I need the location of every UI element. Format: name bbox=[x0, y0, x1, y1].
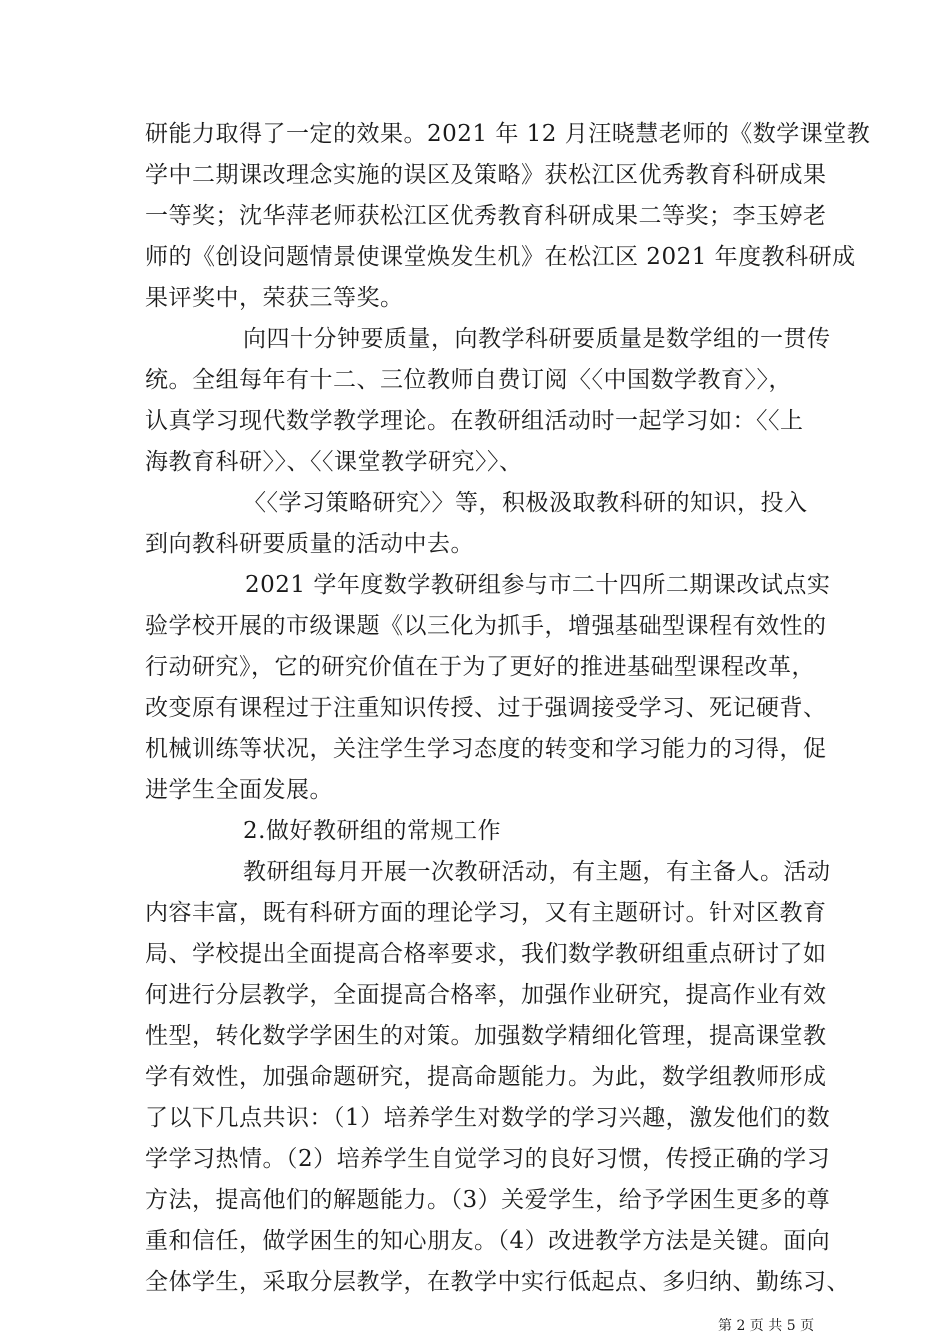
text-line: 教研组每月开展一次教研活动，有主题，有主备人。活动 bbox=[243, 859, 831, 885]
text-line: 进学生全面发展。 bbox=[145, 777, 333, 803]
page-number: 第 2 页 共 5 页 bbox=[718, 1318, 815, 1334]
text-line: 局、学校提出全面提高合格率要求，我们数学教研组重点研讨了如 bbox=[145, 941, 827, 967]
text-line: 学中二期课改理念实施的误区及策略》获松江区优秀教育科研成果 bbox=[145, 162, 827, 188]
text-line: 统。全组每年有十二、三位教师自费订阅〈〈中国数学教育〉〉， bbox=[145, 367, 792, 393]
text-line: 重和信任，做学困生的知心朋友。（4）改进教学方法是关键。面向 bbox=[145, 1228, 831, 1254]
text-line: 机械训练等状况，关注学生学习态度的转变和学习能力的习得，促 bbox=[145, 736, 827, 762]
text-line: 行动研究》，它的研究价值在于为了更好的推进基础型课程改革， bbox=[145, 654, 815, 680]
text-line: 认真学习现代数学教学理论。在教研组活动时一起学习如：〈〈上 bbox=[145, 408, 804, 434]
text-line: 了以下几点共识：（1）培养学生对数学的学习兴趣，激发他们的数 bbox=[145, 1105, 831, 1131]
text-line: 学学习热情。（2）培养学生自觉学习的良好习惯，传授正确的学习 bbox=[145, 1146, 831, 1172]
text-line: 〈〈学习策略研究〉〉等，积极汲取教科研的知识，投入 bbox=[243, 490, 808, 516]
text-line: 海教育科研〉〉、〈〈课堂教学研究〉〉、 bbox=[145, 449, 523, 475]
text-line: 全体学生，采取分层教学，在教学中实行低起点、多归纳、勤练习、 bbox=[145, 1269, 850, 1295]
text-line: 研能力取得了一定的效果。2021 年 12 月汪晓慧老师的《数学课堂教 bbox=[145, 121, 871, 147]
text-line: 何进行分层教学，全面提高合格率，加强作业研究，提高作业有效 bbox=[145, 982, 827, 1008]
text-line: 性型，转化数学学困生的对策。加强数学精细化管理，提高课堂教 bbox=[145, 1023, 827, 1049]
text-line: 果评奖中，荣获三等奖。 bbox=[145, 285, 404, 311]
text-line: 师的《创设问题情景使课堂焕发生机》在松江区 2021 年度教科研成 bbox=[145, 244, 856, 270]
text-line: 学有效性，加强命题研究，提高命题能力。为此，数学组教师形成 bbox=[145, 1064, 827, 1090]
text-line: 方法，提高他们的解题能力。（3）关爱学生，给予学困生更多的尊 bbox=[145, 1187, 831, 1213]
text-line: 到向教科研要质量的活动中去。 bbox=[145, 531, 474, 557]
text-line: 改变原有课程过于注重知识传授、过于强调接受学习、死记硬背、 bbox=[145, 695, 827, 721]
text-line: 一等奖；沈华萍老师获松江区优秀教育科研成果二等奖；李玉婷老 bbox=[145, 203, 827, 229]
heading-line: 2.做好教研组的常规工作 bbox=[243, 818, 501, 844]
text-line: 验学校开展的市级课题《以三化为抓手，增强基础型课程有效性的 bbox=[145, 613, 827, 639]
text-line: 向四十分钟要质量，向教学科研要质量是数学组的一贯传 bbox=[243, 326, 831, 352]
text-line: 2021 学年度数学教研组参与市二十四所二期课改试点实 bbox=[245, 572, 831, 598]
text-line: 内容丰富，既有科研方面的理论学习，又有主题研讨。针对区教育 bbox=[145, 900, 827, 926]
